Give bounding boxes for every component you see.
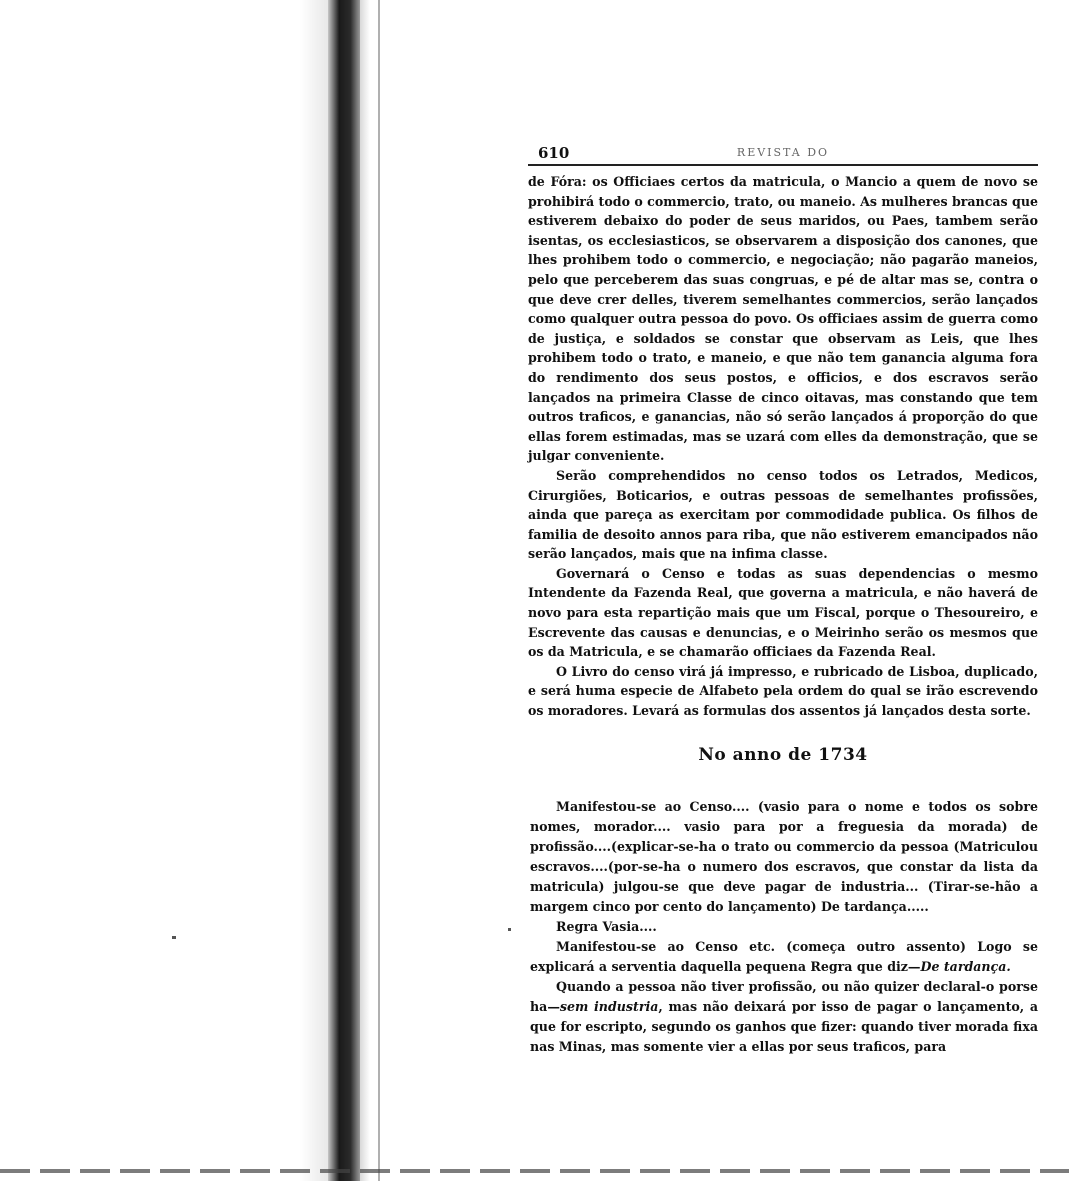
italic-text: De tardança. <box>920 958 1011 974</box>
paragraph: Serão comprehendidos no censo todos os Letrados, Medicos, Cirurgiões, Boticarios, e outras pessoas de semelhantes profissões, ainda que pareça as exercitam por commodidade publica. Os filhos de familia de desoito annos para riba, que não estiverem emancipados não serão lançados, mais que na infima classe. <box>528 467 1038 562</box>
paragraph: de Fóra: os Officiaes certos da matricula, o Mancio a quem de novo se prohibirá todo o commercio, trato, ou maneio. As mulheres brancas que estiverem debaixo do poder de seus maridos, ou Paes, tambem serão isentas, os ecclesiasticos, se observarem a disposição dos canones, que lhes prohibem todo o commercio, e negociação; não pagarão maneios, pelo que perceberem das suas congruas, e pé de altar mas se, contra o que deve crer delles, tiverem semelhantes commercios, serão lançados como qualquer outra pessoa do povo. Os officiaes assim de guerra como de justiça, e soldados se constar que observam as Leis, que lhes prohibem todo o trato, e maneio, e que não tem ganancia alguma fora do rendimento dos seus postos, e officios, e dos escravos serão lançados na primeira Classe de cinco oitavas, mas constando que tem outros traficos, e ganancias, não só serão lançados á proporção do que ellas forem estimadas, mas se uzará com elles da demonstração, que se julgar conveniente. <box>528 174 1038 464</box>
paragraph: Governará o Censo e todas as suas dependencias o mesmo Intendente da Fazenda Real, que governa a matricula, e não haverá de novo para esta repartição mais que um Fiscal, porque o Thesoureiro, e Escrevente das causas e denuncias, e o Meirinho serão os mesmos que os da Matricula, e se chamarão officiaes da Fazenda Real. <box>528 565 1038 660</box>
italic-text: sem industria <box>559 998 659 1014</box>
gutter-spine-dark <box>328 0 360 1181</box>
scan-speck <box>508 928 511 931</box>
body-text-2 <box>530 797 1038 1057</box>
paragraph-text: Quando a pessoa não tiver profissão, ou não quizer declaral-o porse ha— <box>530 978 1038 1014</box>
paragraph: Regra Vasia.... <box>556 918 657 934</box>
scan-bottom-edge <box>0 1169 1069 1173</box>
paragraph: O Livro do censo virá já impresso, e rubricado de Lisboa, duplicado, e será huma especie de Alfabeto pela ordem do qual se irão escrevendo os moradores. Levará as formulas dos assentos já lançados desta sorte. <box>528 663 1038 719</box>
body-text <box>528 172 1038 721</box>
gutter-shadow-light <box>300 0 330 1181</box>
paragraph-text: , mas não deixará por isso de pagar o lançamento, a que for escripto, segundo os ganhos que fizer: quando tiver morada fixa nas Minas, mas somente vier a ellas por seus traficos, para <box>530 998 1039 1054</box>
gutter-shadow-mid <box>360 0 370 1181</box>
scan-speck <box>172 936 176 939</box>
book-gutter <box>300 0 390 1181</box>
gutter-page-edge <box>378 0 380 1181</box>
paragraph-text: Manifestou-se ao Censo etc. (começa outro assento) Logo se explicará a serventia daquella pequena Regra que diz— <box>530 938 1038 974</box>
book-page <box>528 140 1038 1057</box>
paragraph <box>530 937 1038 977</box>
running-title: REVISTA DO <box>736 146 830 159</box>
section-heading: No anno de 1734 <box>698 744 868 765</box>
paragraph <box>530 977 1038 1057</box>
running-head <box>528 140 1038 166</box>
page-number: 610 <box>538 144 570 162</box>
paragraph: Manifestou-se ao Censo.... (vasio para o nome e todos os sobre nomes, morador.... vasio para por a freguesia da morada) de profissão....(explicar-se-ha o trato ou commercio da pessoa (Matriculou escravos....(por-se-ha o numero dos escravos, que constar da lista da matricula) julgou-se que deve pagar de industria... (Tirar-se-hão a margem cinco por cento do lançamento) De tardança..... <box>530 798 1038 914</box>
